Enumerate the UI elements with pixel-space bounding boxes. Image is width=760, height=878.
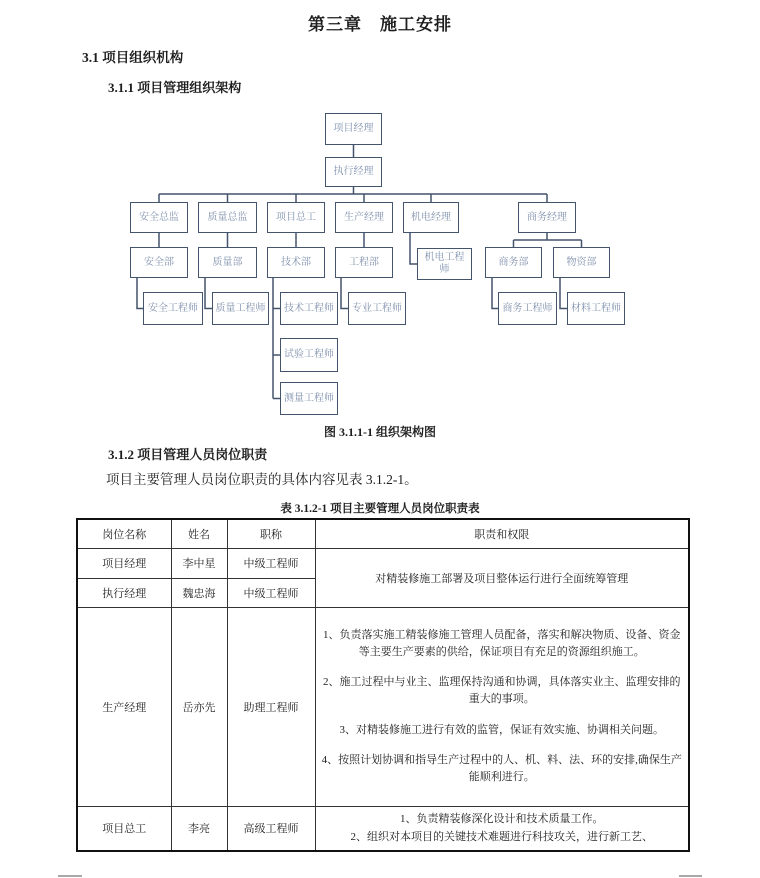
org-node-commerce-manager: 商务经理 — [518, 202, 576, 233]
cell-duties-chief — [315, 806, 689, 851]
duty-item: 1、负责落实施工精装修施工管理人员配备，落实和解决物质、设备、资金等主要生产要素的供给，保证项目有充足的资源组织施工。 — [323, 629, 681, 659]
org-node-production-manager: 生产经理 — [335, 202, 393, 233]
cell-title: 中级工程师 — [227, 548, 315, 578]
org-node-survey-engineer: 测量工程师 — [280, 382, 338, 415]
org-node-mep-manager: 机电经理 — [403, 202, 459, 233]
heading-3-1: 3.1 项目组织机构 — [82, 50, 184, 65]
duty-item: 2、组织对本项目的关键技术难题进行科技攻关，进行新工艺、 — [350, 831, 653, 843]
table-row-production-manager — [77, 607, 689, 806]
body-paragraph: 项目主要管理人员岗位职责的具体内容见表 3.1.2-1。 — [106, 472, 418, 487]
col-header-title: 职称 — [227, 519, 315, 548]
org-node-safety-dept: 安全部 — [130, 247, 188, 278]
cell-title: 助理工程师 — [227, 607, 315, 806]
heading-3-1-2: 3.1.2 项目管理人员岗位职责 — [108, 447, 268, 462]
org-chart — [0, 110, 760, 422]
org-node-material-engineer: 材料工程师 — [567, 292, 625, 325]
org-node-quality-director: 质量总监 — [198, 202, 257, 233]
cell-name: 李亮 — [171, 806, 227, 851]
org-node-safety-director: 安全总监 — [130, 202, 188, 233]
cell-name: 魏忠海 — [171, 578, 227, 607]
org-node-commerce-engineer: 商务工程师 — [498, 292, 557, 325]
duty-item: 1、负责精装修深化设计和技术质量工作。 — [400, 812, 604, 825]
cell-name: 岳亦先 — [171, 607, 227, 806]
org-node-commerce-dept: 商务部 — [485, 247, 542, 278]
org-node-executive-manager: 执行经理 — [325, 157, 382, 187]
cell-title: 高级工程师 — [227, 806, 315, 851]
heading-3-1-1: 3.1.1 项目管理组织架构 — [108, 80, 242, 95]
org-node-chief-engineer: 项目总工 — [267, 202, 325, 233]
figure-caption: 图 3.1.1-1 组织架构图 — [324, 425, 436, 439]
cell-position: 执行经理 — [77, 578, 171, 607]
cell-position: 项目经理 — [77, 548, 171, 578]
org-node-mep-engineer: 机电工程师 — [417, 248, 472, 280]
table-header-row — [77, 519, 689, 548]
org-node-quality-engineer: 质量工程师 — [212, 292, 269, 325]
org-node-technical-engineer: 技术工程师 — [280, 292, 338, 325]
org-node-quality-dept: 质量部 — [198, 247, 257, 278]
org-node-test-engineer: 试验工程师 — [280, 338, 338, 372]
chapter-title: 第三章 施工安排 — [308, 15, 452, 34]
duty-item: 2、施工过程中与业主、监理保持沟通和协调，具体落实业主、监理安排的重大的事项。 — [323, 676, 681, 706]
org-node-technology-dept: 技术部 — [267, 247, 325, 278]
duty-table — [76, 518, 690, 852]
cell-name: 李中星 — [171, 548, 227, 578]
footer-mark-right — [679, 875, 702, 877]
org-node-materials-dept: 物资部 — [553, 247, 610, 278]
col-header-position: 岗位名称 — [77, 519, 171, 548]
table-caption: 表 3.1.2-1 项目主要管理人员岗位职责表 — [280, 503, 480, 515]
table-row-chief-engineer — [77, 806, 689, 851]
cell-position: 项目总工 — [77, 806, 171, 851]
col-header-name: 姓名 — [171, 519, 227, 548]
footer-mark-left — [58, 875, 82, 877]
table-row-project-manager — [77, 548, 689, 578]
cell-title: 中级工程师 — [227, 578, 315, 607]
duty-item: 4、按照计划协调和指导生产过程中的人、机、料、法、环的安排,确保生产能顺利进行。 — [321, 753, 682, 783]
cell-duties-production — [315, 607, 689, 806]
org-node-safety-engineer: 安全工程师 — [143, 292, 203, 325]
cell-position: 生产经理 — [77, 607, 171, 806]
cell-duties-merged: 对精装修施工部署及项目整体运行进行全面统筹管理 — [315, 548, 689, 607]
org-node-project-manager: 项目经理 — [325, 113, 382, 145]
col-header-duties: 职责和权限 — [315, 519, 689, 548]
org-node-engineering-dept: 工程部 — [335, 247, 393, 278]
org-node-specialty-engineer: 专业工程师 — [348, 292, 406, 325]
duty-item: 3、对精装修施工进行有效的监管，保证有效实施、协调相关问题。 — [339, 723, 664, 736]
